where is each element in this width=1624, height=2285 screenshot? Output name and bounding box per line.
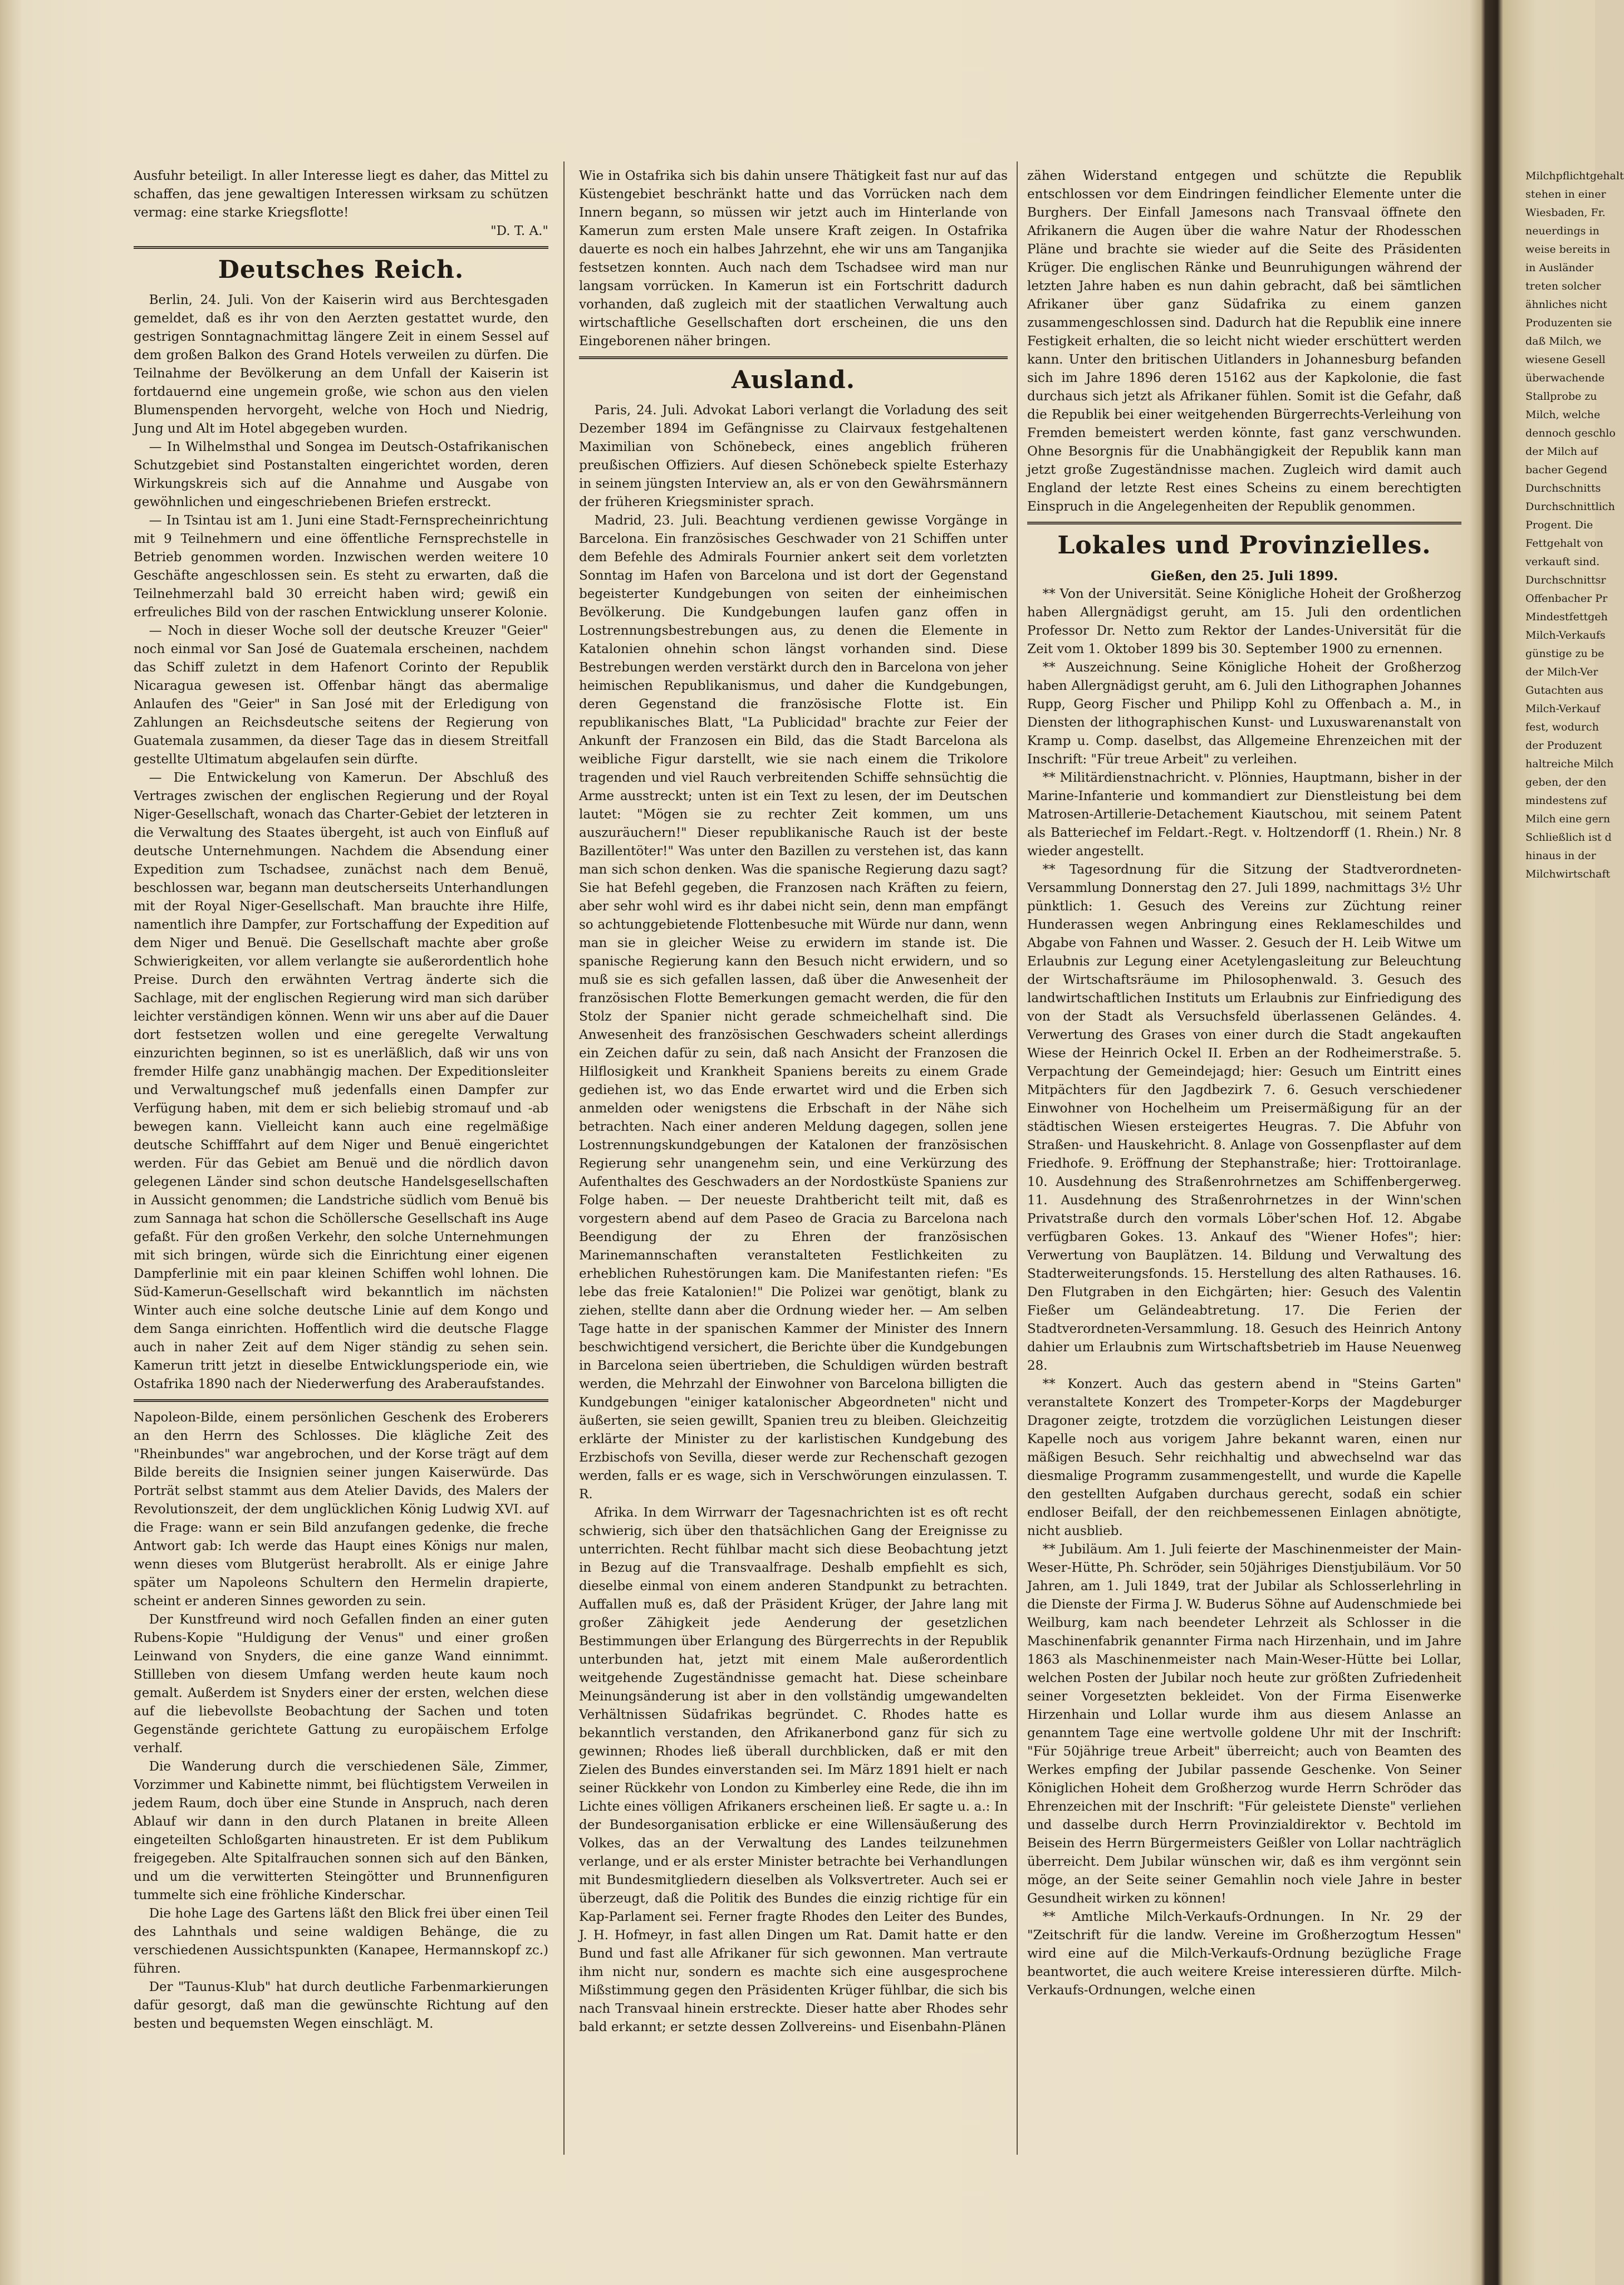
article-paragraph: ** Jubiläum. Am 1. Juli feierte der Maschinenmeister der Main-Weser-Hütte, Ph. Schröder, sein 50jähriges Dienstjubiläum. Vor 50 Jahren, am 1. Juli 1849, trat der Jubilar als Schlosserlehrling in die Dienste der Firma J. W. Buderus Söhne auf Audenschmiede bei Weilburg, kam nach beendeter Lehrzeit als Schlosser in die Maschinenfabrik genannter Firma nach Hirzenhain, und im Jahre 1863 als Maschinenmeister nach Main-Weser-Hütte bei Lollar, welchen Posten der Jubilar noch heute zur größten Zufriedenheit seiner Vorgesetzten bekleidet. Von der Firma Eisenwerke Hirzenhain und Lollar wurde ihm aus diesem Anlasse an genanntem Tage eine wertvolle goldene Uhr mit der Inschrift: "Für 50jährige treue Arbeit" überreicht; auch von Beamten des Werkes empfing der Jubilar passende Geschenke. Von Seiner Königlichen Hoheit dem Großherzog wurde Herrn Schröder das Ehrenzeichen mit der Inschrift: "Für geleistete Dienste" verliehen und dasselbe durch Herrn Provinzialdirektor v. Bechtold im Beisein des Herrn Bürgermeisters Geißler von Lollar nachträglich überreicht. Dem Jubilar wünschen wir, daß es ihm vergönnt sein möge, an der Seite seiner Gemahlin noch viele Jahre in bester Gesundheit wirken zu können!	[1027, 1542, 1461, 1906]
feuilleton-paragraph: Der Kunstfreund wird noch Gefallen finden an einer guten Rubens-Kopie "Huldigung der Venus" und einer großen Leinwand von Snyders, die eine ganze Wand einnimmt. Stillleben von diesem Umfang werden heute kaum noch gemalt. Außerdem ist Snyders einer der ersten, welchen diese auf die liebevollste Beobachtung der Sachen und toten Gegenstände gerichtete Gattung zu europäischem Erfolge verhalf.	[134, 1612, 548, 1756]
feuilleton-paragraph: Die Wanderung durch die verschiedenen Säle, Zimmer, Vorzimmer und Kabinette nimmt, bei flüchtigstem Verweilen in jedem Raum, doch über eine Stunde in Anspruch, nach deren Ablauf wir dann in den durch Platanen in breite Alleen eingeteilten Schloßgarten hinaustreten. Er ist dem Publikum freigegeben. Alte Spitalfrauchen sonnen sich auf den Bänken, und um die verwitterten Steingötter und Brunnenfiguren tummelte sich eine fröhliche Kinderschar.	[134, 1759, 548, 1902]
section-heading-deutsches-reich: Deutsches Reich.	[218, 256, 464, 284]
article-paragraph: ** Konzert. Auch das gestern abend in "Steins Garten" veranstaltete Konzert des Trompeter-Korps der Magdeburger Dragoner zeigte, trotzdem die vorzüglichen Leistungen dieser Kapelle noch aus vorigem Jahre bekannt waren, einen nur mäßigen Besuch. Sehr reichhaltig und abwechselnd war das diesmalige Programm zusammengestellt, und wurde die Kapelle den gestellten Aufgaben durchaus gerecht, sodaß ein schier endloser Beifall, der den reichbemessenen Einlagen abnötigte, nicht ausblieb.	[1027, 1377, 1461, 1538]
edge-line: Schließlich ist d	[1525, 831, 1612, 844]
edge-line: verkauft sind.	[1525, 556, 1600, 568]
article-paragraph: zähen Widerstand entgegen und schützte die Republik entschlossen vor dem Eindringen feindlicher Elemente unter die Burghers. Der Einfall Jamesons nach Transvaal öffnete den Afrikanern die Augen über die wahre Natur der Rhodesschen Pläne und brachte sie wieder auf die Seite des Präsidenten Krüger. Die englischen Ränke und Beunruhigungen während der letzten Jahre haben es nun dahin gebracht, daß bei sämtlichen Afrikaner über ganz Südafrika zu einem ganzen zusammengeschlossen sind. Dadurch hat die Republik eine innere Festigkeit erhalten, die so leicht nicht wieder erschüttert werden kann. Unter den britischen Uitlanders in Johannesburg befanden sich im Jahre 1896 deren 15162 aus der Kapkolonie, die fast durchaus sich jetzt als Afrikaner fühlen. Somit ist die Gefahr, daß die Republik bei einer weitgehenden Bürgerrechts-Verleihung von Fremden bemeistert werden könnte, fast ganz verschwunden. Ohne Besorgnis für die Unabhängigkeit der Republik kann man jetzt große Zugeständnisse machen. Zugleich wird damit auch England der letzte Rest eines Scheins zu einem berechtigten Einspruch in die Angelegenheiten der Republik genommen.	[1027, 169, 1461, 514]
dateline: Gießen, den 25. Juli 1899.	[1150, 568, 1338, 583]
article-paragraph: — In Wilhelmsthal und Songea im Deutsch-Ostafrikanischen Schutzgebiet sind Postanstalten eingerichtet worden, deren Wirkungskreis sich auf die Annahme und Ausgabe von gewöhnlichen und eingeschriebenen Briefen erstreckt.	[134, 440, 548, 509]
edge-line: Durchschnittsr	[1525, 574, 1606, 586]
next-page-edge-column	[1525, 167, 1624, 884]
edge-line: Offenbacher Pr	[1525, 592, 1608, 605]
edge-line: günstige zu be	[1525, 648, 1605, 660]
edge-line: der Produzent	[1525, 739, 1602, 752]
section-rule	[1027, 522, 1461, 524]
edge-line: mindestens zuf	[1525, 795, 1607, 807]
section-rule	[579, 356, 1008, 359]
edge-line: geben, der den	[1525, 776, 1607, 788]
article-paragraph: ** Von der Universität. Seine Königliche Hoheit der Großherzog haben Allergnädigst geruht, am 15. Juli den ordentlichen Professor Dr. Netto zum Rektor der Landes-Universität für die Zeit vom 1. Oktober 1899 bis 30. September 1900 zu ernennen.	[1027, 587, 1461, 656]
article-paragraph: — Noch in dieser Woche soll der deutsche Kreuzer "Geier" noch einmal vor San José de Guatemala erscheinen, nachdem das Schiff zuletzt in dem Hafenort Corinto der Republik Nicaragua gewesen ist. Offenbar hängt das abermalige Anlaufen des "Geier" in San José mit der Erledigung von Zahlungen an Reichsdeutsche seitens der Regierung von Guatemala zusammen, da dieser Tage das in diesem Streitfall gestellte Ultimatum abgelaufen sein dürfte.	[134, 624, 548, 767]
edge-line: haltreiche Milch	[1525, 758, 1614, 770]
edge-line: überwachende	[1525, 372, 1605, 384]
edge-line: fest, wodurch	[1525, 721, 1599, 733]
article-paragraph: Afrika. In dem Wirrwarr der Tagesnachrichten ist es oft recht schwierig, sich über den thatsächlichen Gang der Ereignisse zu unterrichten. Recht fühlbar macht sich diese Beobachtung jetzt in Bezug auf die Transvaalfrage. Deshalb empfiehlt es sich, dieselbe einmal von einem anderen Standpunkt zu betrachten. Auffallen muß es, daß der Präsident Krüger, der Jahre lang mit großer Zähigkeit jede Aenderung der gesetzlichen Bestimmungen über Erlangung des Bürgerrechts in der Republik unterbunden hat, jetzt mit einem Male außerordentlich weitgehende Zugeständnisse gemacht hat. Diese scheinbare Meinungsänderung ist aber in den vollständig umgewandelten Verhältnissen Südafrikas begründet. C. Rhodes hatte es bekanntlich verstanden, den Afrikanerbond ganz für sich zu gewinnen; Rhodes ließ überall durchblicken, daß er mit den Zielen des Bundes einverstanden sei. Im März 1891 hielt er nach seiner Rückkehr von London zu Kimberley eine Rede, die ihn im Lichte eines völligen Afrikaners erscheinen ließ. Er sagte u. a.: In der Bundesorganisation erblicke er eine Willensäußerung des Volkes, das an der Verwaltung des Landes teilzunehmen verlange, und er als erster Minister betrachte bei Verhandlungen mit Bundesmitgliedern dieselben als Volksvertreter. Auch sei er überzeugt, daß die Politik des Bundes die einzig richtige für ein Kap-Parlament sei. Ferner fragte Rhodes den Leiter des Bundes, J. H. Hofmeyr, in fast allen Dingen um Rat. Damit hatte er den Bund und fast alle Afrikaner für sich gewonnen. Man vertraute ihm nicht nur, sondern es machte sich eine ausgesprochene Mißstimmung gegen den Präsidenten Krüger fühlbar, die sich bis nach Transvaal hinein erstreckte. Dieser hatte aber Rhodes sehr bald erkannt; er setzte dessen Zollvereins- und Eisenbahn-Plänen	[579, 1506, 1008, 2034]
edge-line: Milchpflichtgehalt	[1525, 170, 1624, 182]
edge-line: Durchschnitts	[1525, 482, 1601, 494]
edge-line: Milch eine gern	[1525, 813, 1611, 825]
article-paragraph: ** Auszeichnung. Seine Königliche Hoheit der Großherzog haben Allergnädigst geruht, am 6. Juli den Lithographen Johannes Rupp, Georg Fischer und Philipp Kohl zu Offenbach a. M., in Diensten der lithographischen Kunst- und Luxuswarenanstalt von Kramp u. Comp. daselbst, das Allgemeine Ehrenzeichen mit der Inschrift: "Für treue Arbeit" zu verleihen.	[1027, 660, 1461, 767]
column-divider	[563, 161, 565, 2155]
section-heading-lokales: Lokales und Provinzielles.	[1057, 531, 1431, 560]
edge-line: in Ausländer	[1525, 262, 1594, 274]
edge-line: daß Milch, we	[1525, 335, 1602, 347]
edge-line: Gutachten aus	[1525, 684, 1603, 697]
column-divider	[1017, 161, 1018, 2155]
article-paragraph: Madrid, 23. Juli. Beachtung verdienen gewisse Vorgänge in Barcelona. Ein französisches Geschwader von 21 Schiffen unter dem Befehle des Admirals Fournier ankert seit dem vorletzten Sonntag im Hafen von Barcelona und ist dort der Gegenstand begeisterter Kundgebungen von seiten der einheimischen Bevölkerung. Die Kundgebungen laufen ganz offen in Lostrennungsbestrebungen aus, zu denen die Elemente in Katalonien ohnehin schon längst vorhanden sind. Diese Bestrebungen werden verstärkt durch den in Barcelona von jeher heimischen Republikanismus, und daher die Kundgebungen, deren Gegenstand die französische Flotte ist. Ein republikanisches Blatt, "La Publicidad" brachte zur Feier der Ankunft der Franzosen ein Bild, das die Stadt Barcelona als weibliche Figur darstellt, wie sie nach einem die Trikolore tragenden und viel Rauch verbreitenden Schiffe sehnsüchtig die Arme ausstreckt; unten ist ein Text zu lesen, der im Deutschen lautet: "Mögen sie zu rechter Zeit kommen, um uns auszuräuchern!" Dieser republikanische Rauch ist der beste Bazillentöter!" Was unter den Bazillen zu verstehen ist, das kann man sich schon denken. Was die spanische Regierung dazu sagt? Sie hat Befehl gegeben, die Franzosen nach Kräften zu feiern, aber sehr wohl wird es ihr dabei nicht sein, denn man empfängt so achtunggebietende Flottenbesuche mit Würde nur dann, wenn man sie in gleicher Weise zu erwidern im stande ist. Die spanische Regierung kann den Besuch nicht erwidern, und so muß sie es sich gefallen lassen, daß über die Anwesenheit der französischen Flotte Bemerkungen gemacht werden, die für den Stolz der Spanier nicht gerade schmeichelhaft sind. Die Anwesenheit des französischen Geschwaders scheint allerdings ein Zeichen dafür zu sein, daß nach Ansicht der Franzosen die Hilflosigkeit und Krankheit Spaniens bereits zu einem Grade gediehen ist, wo das Ende erwartet wird und die Erben sich anmelden oder wenigstens die Erbschaft in der Nähe sich betrachten. Nach einer anderen Meldung dagegen, sollen jene Lostrennungskundgebungen der Katalonen der französischen Regierung sehr unangenehm sein, und eine Verkürzung des Aufenthaltes des Geschwaders an der Nordostküste Spaniens zur Folge haben. — Der neueste Drahtbericht teilt mit, daß es vorgestern abend auf dem Paseo de Gracia zu Barcelona nach Beendigung der zu Ehren der französischen Marinemannschaften veranstalteten Festlichkeiten zu erheblichen Ruhestörungen kam. Die Manifestanten riefen: "Es lebe das freie Katalonien!" Die Polizei war genötigt, blank zu ziehen, stellte dann aber die Ordnung wieder her. — Am selben Tage hatte in der spanischen Kammer der Minister des Innern beschwichtigend versichert, die Berichte über die Kundgebungen in Barcelona seien übertrieben, die Schuldigen würden bestraft werden, die Mehrzahl der Einwohner von Barcelona billigten die Kundgebungen "einiger katalonischer Abgeordneten" nicht und äußerten, sie seien gewillt, Spanien treu zu bleiben. Gleichzeitig erklärte der Minister zu der karlistischen Kundgebung des Erzbischofs von Sevilla, dieser werde zur Rechenschaft gezogen werden, falls er es wage, sich in Verschwörungen einzulassen. T. R.	[579, 513, 1008, 1502]
edge-line: Mindestfettgeh	[1525, 611, 1608, 623]
edge-line: Milch-Verkauf	[1525, 703, 1600, 715]
edge-line: Progent. Die	[1525, 519, 1593, 531]
section-heading-ausland: Ausland.	[731, 366, 856, 394]
edge-line: Milch, welche	[1525, 409, 1601, 421]
edge-line: dennoch geschlo	[1525, 427, 1616, 439]
edge-line: Stallprobe zu	[1525, 390, 1597, 403]
edge-line: weise bereits in	[1525, 243, 1611, 256]
article-paragraph: — Die Entwickelung von Kamerun. Der Abschluß des Vertrages zwischen der englischen Regierung und der Royal Niger-Gesellschaft, wonach das Charter-Gebiet der letzteren in die Verwaltung des Staates übergeht, ist auch von Einfluß auf deutsche Unternehmungen. Nachdem die Absendung einer Expedition zum Tschadsee, zunächst nach dem Benuë, beschlossen war, begann man deutscherseits Unterhandlungen mit der Royal Niger-Gesellschaft. Man brauchte ihre Hilfe, namentlich ihre Dampfer, zur Fortschaffung der Expedition auf dem Niger und Benuë. Die Gesellschaft machte aber große Schwierigkeiten, vor allem verlangte sie außerordentlich hohe Preise. Durch den erwähnten Vertrag änderte sich die Sachlage, mit der englischen Regierung wird man sich darüber leichter verständigen können. Wenn wir uns aber auf die Dauer dort festsetzen wollen und eine geregelte Verwaltung einzurichten beginnen, so ist es unerläßlich, daß wir uns von fremder Hilfe ganz unabhängig machen. Der Expeditionsleiter und Verwaltungschef muß jedenfalls einen Dampfer zur Verfügung haben, mit dem er sich beliebig stromauf und -ab bewegen kann. Vielleicht kann auch eine regelmäßige deutsche Schifffahrt auf dem Niger und Benuë eingerichtet werden. Für das Gebiet am Benuë und die nördlich davon gelegenen Länder sind schon deutsche Handelsgesellschaften in Aussicht genommen; die Landstriche südlich vom Benuë bis zum Sannaga hat schon die Schöllersche Gesellschaft ins Auge gefaßt. Für den großen Verkehr, den solche Unternehmungen mit sich bringen, würde sich die Einrichtung einer eigenen Dampferlinie mit ein paar kleinen Schiffen wohl lohnen. Die Süd-Kamerun-Gesellschaft wird bekanntlich im nächsten Winter auch eine solche deutsche Linie auf dem Kongo und dem Sanga einrichten. Hoffentlich wird die deutsche Flagge auch in naher Zeit auf dem Niger ständig zu sehen sein. Kamerun tritt jetzt in dieselbe Entwicklungsperiode ein, wie Ostafrika 1890 nach der Niederwerfung des Araberaufstandes.	[134, 771, 548, 1391]
edge-line: der Milch auf	[1525, 445, 1598, 458]
feuilleton-paragraph: Napoleon-Bilde, einem persönlichen Geschenk des Eroberers an den Herrn des Schlosses. Die klägliche Zeit des "Rheinbundes" war angebrochen, und der Korse trägt auf dem Bilde bereits die Insignien seiner jungen Kaiserwürde. Das Porträt selbst stammt aus dem Atelier Davids, des Malers der Revolutionszeit, der dem unglücklichen König Ludwig XVI. auf die Frage: wann er sein Bild anzufangen gedenke, die freche Antwort gab: Ich werde das Haupt eines Königs nur malen, wenn dieses vom Blutgerüst herabrollt. Als er einige Jahre später um Napoleons Schultern den Hermelin drapierte, scheint er anderen Sinnes geworden zu sein.	[134, 1410, 548, 1609]
edge-line: hinaus in der	[1525, 850, 1596, 862]
feuilleton-rule	[134, 1399, 548, 1402]
column-3	[1027, 167, 1461, 2000]
edge-line: Milchwirtschaft	[1525, 868, 1611, 880]
edge-line: Produzenten sie	[1525, 317, 1612, 329]
article-paragraph: Wie in Ostafrika sich bis dahin unsere Thätigkeit fast nur auf das Küstengebiet beschränkt hatte und das Vorrücken nach dem Innern begann, so müssen wir jetzt auch im Hinterlande von Kamerun zum ersten Male unsere Kraft zeigen. In Ostafrika dauerte es noch ein halbes Jahrzehnt, ehe wir uns am Tanganjika festsetzen konnten. Auch nach dem Tschadsee wird man nur langsam vorrücken. In Kamerun ist ein Fortschritt dadurch vorhanden, daß zugleich mit der staatlichen Verwaltung auch wirtschaftliche Gesellschaften dort erscheinen, die uns den Eingeborenen näher bringen.	[579, 169, 1008, 349]
feuilleton-paragraph: Die hohe Lage des Gartens läßt den Blick frei über einen Teil des Lahnthals und seine waldigen Behänge, die zu verschiedenen Aussichtspunkten (Kanapee, Hermannskopf zc.) führen.	[134, 1906, 548, 1976]
article-paragraph: ** Tagesordnung für die Sitzung der Stadtverordneten-Versammlung Donnerstag den 27. Juli 1899, nachmittags 3½ Uhr pünktlich: 1. Gesuch des Vereins zur Züchtung reiner Hunderassen wegen Anbringung eines Reklameschildes und Abgabe von Fahnen und Wasser. 2. Gesuch der H. Leib Witwe um Erlaubnis zur Legung einer Acetylengasleitung zur Beleuchtung der Wirtschaftsräume im Philosophenwald. 3. Gesuch des landwirtschaftlichen Instituts um Erlaubnis zur Einfriedigung des von der Stadt als Versuchsfeld überlassenen Geländes. 4. Verwertung des Grases von einer durch die Stadt angekauften Wiese der Heinrich Ockel II. Erben an der Rodheimerstraße. 5. Verpachtung der Gemeindejagd; hier: Gesuch um Eintritt eines Mitpächters für den Jagdbezirk 7. 6. Gesuch verschiedener Einwohner von Hochelheim um Preisermäßigung für an der städtischen Wiesen ersteigertes Heugras. 7. Die Abfuhr von Straßen- und Hauskehricht. 8. Anlage von Gossenpflaster auf dem Friedhofe. 9. Eröffnung der Stephanstraße; hier: Trottoiranlage. 10. Ausdehnung des Straßenrohrnetzes am Schiffenbergerweg. 11. Ausdehnung des Straßenrohrnetzes in der Winn'schen Privatstraße durch den vormals Löber'schen Hof. 12. Abgabe verfügbaren Gokes. 13. Ankauf des "Wiener Hofes"; hier: Verwertung von Bauplätzen. 14. Bildung und Verwaltung des Stadterweiterungsfonds. 15. Herstellung des alten Rathauses. 16. Den Flutgraben in den Eichgärten; hier: Gesuch des Valentin Fießer um Geländeabtretung. 17. Die Ferien der Stadtverordneten-Versammlung. 18. Gesuch des Heinrich Antony dahier um Erlaubnis zum Wirtschaftsbetrieb im Hause Neuenweg 28.	[1027, 862, 1461, 1373]
intro-paragraph: Ausfuhr beteiligt. In aller Interesse liegt es daher, das Mittel zu schaffen, das jene gewaltigen Interessen wirksam zu schützen vermag: eine starke Kriegsflotte!	[134, 169, 548, 220]
article-paragraph: ** Amtliche Milch-Verkaufs-Ordnungen. In Nr. 29 der "Zeitschrift für die landw. Vereine im Großherzogtum Hessen" wird eine auf die Milch-Verkaufs-Ordnung bezügliche Frage beantwortet, die auch weitere Kreise interessieren dürfte. Milch-Verkaufs-Ordnungen, welche einen	[1027, 1910, 1461, 1998]
article-paragraph: ** Militärdienstnachricht. v. Plönnies, Hauptmann, bisher in der Marine-Infanterie und kommandiert zur Dienstleistung bei dem Matrosen-Artillerie-Detachement Kiautschou, mit seinem Patent als Batteriechef im Feldart.-Regt. v. Holtzendorff (1. Rhein.) Nr. 8 wieder angestellt.	[1027, 771, 1461, 859]
article-paragraph: — In Tsintau ist am 1. Juni eine Stadt-Fernsprecheinrichtung mit 9 Teilnehmern und eine öffentliche Fernsprechstelle in Betrieb genommen worden. Inzwischen werden weitere 10 Geschäfte angeschlossen sein. Es steht zu erwarten, daß die Teilnehmerzahl bald 30 erreicht haben wird; gewiß ein erfreuliches Bild von der raschen Entwicklung unserer Kolonie.	[134, 513, 548, 620]
edge-line: bacher Gegend	[1525, 464, 1607, 476]
intro-signature: "D. T. A."	[490, 224, 548, 238]
edge-line: treten solcher	[1525, 280, 1601, 292]
article-paragraph: Paris, 24. Juli. Advokat Labori verlangt die Vorladung des seit Dezember 1894 im Gefängnisse zu Clairvaux festgehaltenen Maximilian von Schönebeck, eines angeblich früheren preußischen Offiziers. Auf diesen Schönebeck spielte Esterhazy in seinem jüngsten Interview an, als er von den Gewährsmännern der früheren Kriegsminister sprach.	[579, 403, 1008, 509]
article-paragraph: Berlin, 24. Juli. Von der Kaiserin wird aus Berchtesgaden gemeldet, daß es ihr von den Aerzten gestattet wurde, den gestrigen Sonntagnachmittag längere Zeit in einem Sessel auf dem großen Balkon des Grand Hotels verweilen zu dürfen. Die Teilnahme der Bevölkerung an dem Unfall der Kaiserin ist fortdauernd eine ungemein große, wie schon aus den vielen Blumenspenden hervorgeht, welche von Hoch und Niedrig, Jung und Alt im Hotel abgegeben wurden.	[134, 293, 548, 436]
edge-line: wiesene Gesell	[1525, 354, 1606, 366]
column-2	[579, 167, 1008, 2037]
edge-line: ähnliches nicht	[1525, 298, 1607, 311]
edge-line: Durchschnittlich	[1525, 501, 1615, 513]
edge-line: der Milch-Ver	[1525, 666, 1598, 678]
edge-line: Milch-Verkaufs	[1525, 629, 1606, 641]
edge-line: Fettgehalt von	[1525, 537, 1603, 550]
feuilleton-paragraph: Der "Taunus-Klub" hat durch deutliche Farbenmarkierungen dafür gesorgt, daß man die gewünschte Richtung auf den besten und bequemsten Wegen einschlägt. M.	[134, 1980, 548, 2031]
edge-line: Wiesbaden, Fr.	[1525, 207, 1606, 219]
edge-line: stehen in einer	[1525, 188, 1606, 200]
section-rule	[134, 246, 548, 249]
column-1	[134, 167, 548, 2033]
edge-line: neuerdings in	[1525, 225, 1600, 237]
